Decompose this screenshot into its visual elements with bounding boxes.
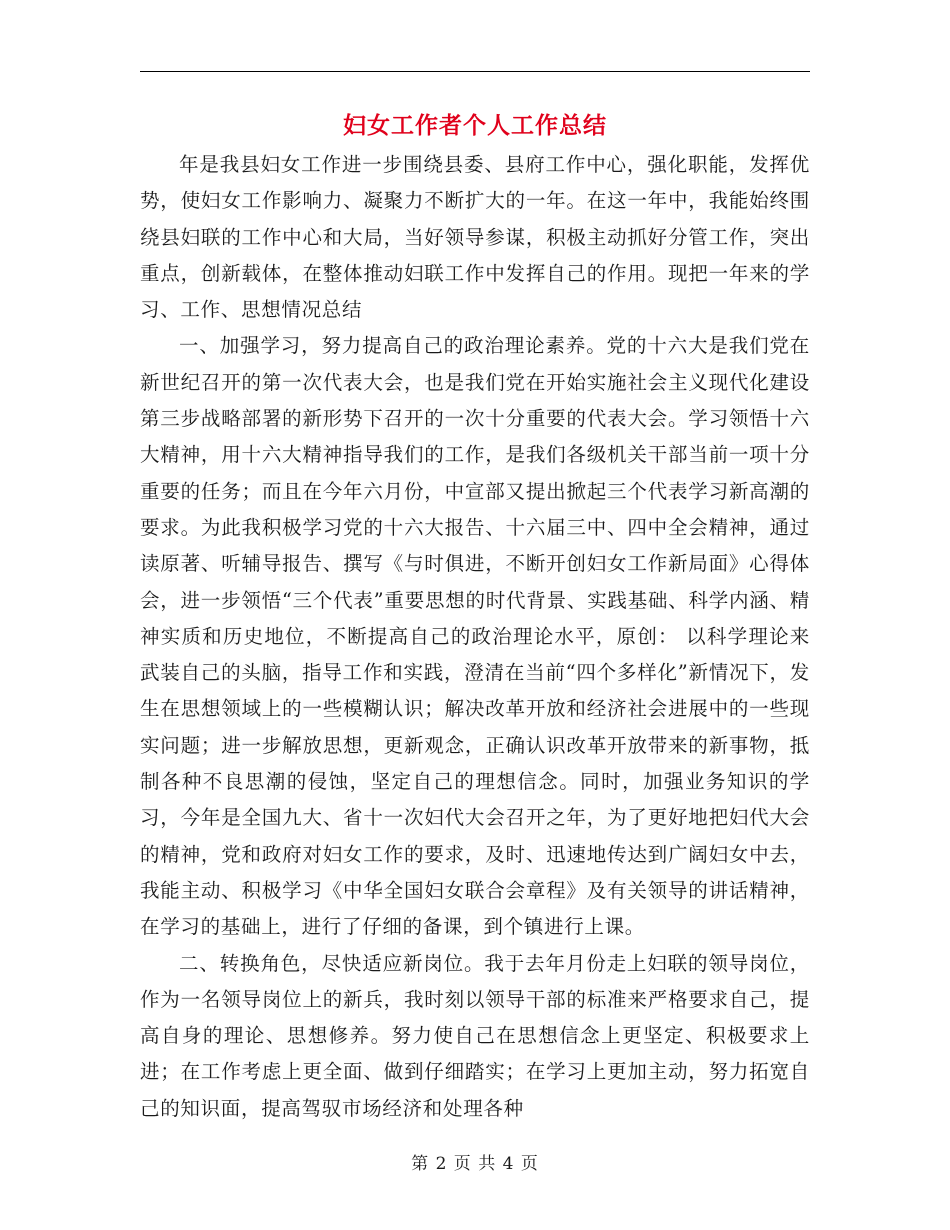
paragraph-section-2: 二、转换角色，尽快适应新岗位。我于去年月份走上妇联的领导岗位，作为一名领导岗位上的新兵，我时刻以领导干部的标准来严格要求自己，提高自身的理论、思想修养。努力使自己在思想信念上更坚定、积极要求上进；在工作考虑上更全面、做到仔细踏实；在学习上更加主动，努力拓宽自己的知识面，提高驾驭市场经济和处理各种: [140, 951, 810, 1120]
page-number: 第 2 页 共 4 页: [411, 1154, 539, 1174]
document-body: [140, 147, 810, 1127]
paragraph-section-1: 一、加强学习，努力提高自己的政治理论素养。党的十六大是我们党在新世纪召开的第一次代表大会，也是我们党在开始实施社会主义现代化建设第三步战略部署的新形势下召开的一次十分重要的代表大会。学习领悟十六大精神，用十六大精神指导我们的工作，是我们各级机关干部当前一项十分重要的任务；而且在今年六月份，中宣部又提出掀起三个代表学习新高潮的要求。为此我积极学习党的十六大报告、十六届三中、四中全会精神，通过读原著、听辅导报告、撰写《与时俱进，不断开创妇女工作新局面》心得体会，进一步领悟“三个代表”重要思想的时代背景、实践基础、科学内涵、精神实质和历史地位，不断提高自己的政治理论水平，原创： 以科学理论来武装自己的头脑，指导工作和实践，澄清在当前“四个多样化”新情况下，发生在思想领域上的一些模糊认识；解决改革开放和经济社会进展中的一些现实问题；进一步解放思想，更新观念，正确认识改革开放带来的新事物，抵制各种不良思潮的侵蚀，坚定自己的理想信念。同时，加强业务知识的学习，今年是全国九大、省十一次妇代大会召开之年，为了更好地把妇代大会的精神，党和政府对妇女工作的要求，及时、迅速地传达到广阔妇女中去，我能主动、积极学习《中华全国妇女联合会章程》及有关领导的讲话精神，在学习的基础上，进行了仔细的备课，到个镇进行上课。: [140, 334, 810, 939]
document-title: 妇女工作者个人工作总结: [343, 112, 607, 139]
header-rule: [140, 71, 810, 72]
paragraph-intro: 年是我县妇女工作进一步围绕县委、县府工作中心，强化职能，发挥优势，使妇女工作影响力、凝聚力不断扩大的一年。在这一年中，我能始终围绕县妇联的工作中心和大局，当好领导参谋，积极主动抓好分管工作，突出重点，创新载体，在整体推动妇联工作中发挥自己的作用。现把一年来的学习、工作、思想情况总结: [140, 153, 810, 322]
